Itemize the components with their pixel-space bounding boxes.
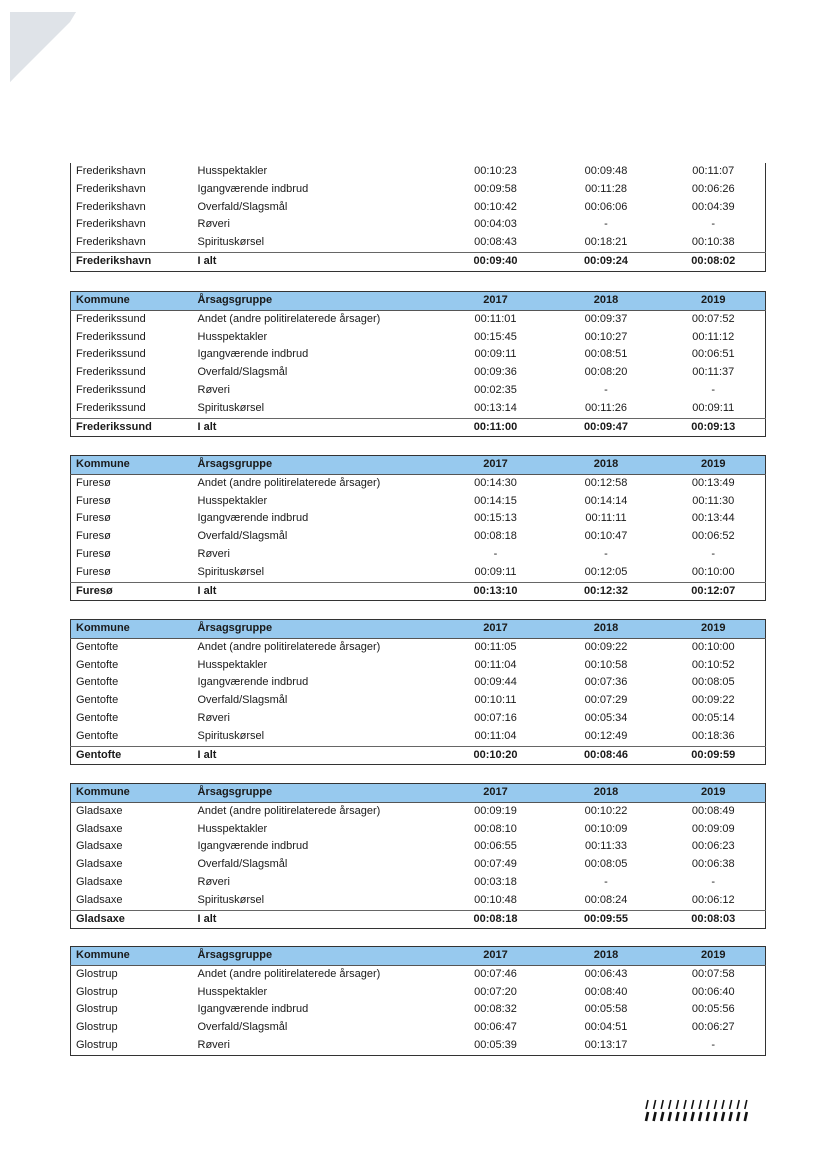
kommune-cell: Frederikshavn <box>76 236 146 249</box>
table-header-row <box>71 947 766 966</box>
value-2018-cell: - <box>604 547 608 560</box>
value-2017-cell: 00:15:13 <box>474 512 517 525</box>
kommune-cell: Frederikssund <box>76 348 146 361</box>
aarsagsgruppe-cell: I alt <box>193 418 441 437</box>
kommune-cell: Glostrup <box>76 985 118 998</box>
value-2018-cell: 00:10:09 <box>584 822 628 835</box>
value-2017-cell: 00:14:30 <box>474 476 517 489</box>
value-2018-cell: 00:09:24 <box>551 252 662 271</box>
value-2017-cell: 00:05:39 <box>474 1038 517 1051</box>
aarsagsgruppe-cell: Husspektakler <box>197 330 268 343</box>
aarsagsgruppe-cell: Andet (andre politirelaterede årsager) <box>197 804 381 817</box>
header-year-2017: 2017 <box>441 292 551 311</box>
aarsagsgruppe-cell: Andet (andre politirelaterede årsager) <box>197 967 381 980</box>
kommune-cell: Frederikshavn <box>76 200 146 213</box>
table-row <box>71 382 766 400</box>
aarsagsgruppe-cell: Overfald/Slagsmål <box>197 530 288 543</box>
value-2018-cell: 00:09:37 <box>584 312 628 325</box>
value-2018-cell: 00:08:20 <box>584 366 628 379</box>
table-header-row <box>71 456 766 475</box>
value-2018-cell: 00:09:47 <box>551 418 662 437</box>
kommune-cell: Gentofte <box>76 640 119 653</box>
value-2017-cell: 00:08:18 <box>474 530 517 543</box>
value-2017-cell: 00:09:36 <box>474 366 517 379</box>
table-row <box>71 474 766 492</box>
value-2017-cell: 00:10:42 <box>474 200 517 213</box>
header-year-2019: 2019 <box>662 292 766 311</box>
kommune-table <box>70 619 766 765</box>
aarsagsgruppe-cell: Spirituskørsel <box>197 401 265 414</box>
value-2018-cell: 00:13:17 <box>584 1038 628 1051</box>
table-row <box>71 802 766 820</box>
value-2017-cell: 00:11:01 <box>474 312 517 325</box>
value-2019-cell: 00:09:13 <box>662 418 766 437</box>
value-2018-cell: 00:10:47 <box>584 530 628 543</box>
kommune-cell: Glostrup <box>76 1021 118 1034</box>
value-2017-cell: 00:08:43 <box>474 236 517 249</box>
table-total-row <box>71 418 766 437</box>
aarsagsgruppe-cell: Andet (andre politirelaterede årsager) <box>197 476 381 489</box>
value-2018-cell: 00:08:40 <box>584 985 628 998</box>
value-2019-cell: 00:13:49 <box>691 476 735 489</box>
header-year-2018: 2018 <box>551 620 662 639</box>
table-row <box>71 821 766 839</box>
aarsagsgruppe-cell: Igangværende indbrud <box>197 840 309 853</box>
kommune-cell: Gentofte <box>71 746 193 765</box>
kommune-cell: Furesø <box>76 512 111 525</box>
value-2017-cell: 00:11:05 <box>474 640 517 653</box>
value-2018-cell: 00:11:33 <box>584 840 627 853</box>
table-row <box>71 564 766 582</box>
value-2018-cell: 00:04:51 <box>584 1021 628 1034</box>
value-2018-cell: 00:12:32 <box>551 582 662 601</box>
header-aarsagsgruppe: Årsagsgruppe <box>193 947 441 966</box>
aarsagsgruppe-cell: Overfald/Slagsmål <box>197 366 288 379</box>
value-2019-cell: 00:08:02 <box>662 252 766 271</box>
value-2018-cell: 00:10:58 <box>584 658 628 671</box>
value-2017-cell: 00:10:11 <box>474 694 517 707</box>
aarsagsgruppe-cell: Overfald/Slagsmål <box>197 1021 288 1034</box>
table-total-row <box>71 910 766 929</box>
value-2018-cell: - <box>604 383 608 396</box>
table-row <box>71 984 766 1002</box>
table-row <box>71 874 766 892</box>
aarsagsgruppe-cell: I alt <box>193 746 441 765</box>
kommune-cell: Gentofte <box>76 711 119 724</box>
value-2019-cell: 00:10:00 <box>691 640 735 653</box>
table-row <box>71 199 766 217</box>
aarsagsgruppe-cell: Overfald/Slagsmål <box>197 858 288 871</box>
kommune-cell: Frederikshavn <box>71 252 193 271</box>
value-2019-cell: 00:06:12 <box>691 893 735 906</box>
kommune-cell: Gentofte <box>76 694 119 707</box>
table-row <box>71 493 766 511</box>
header-year-2018: 2018 <box>551 292 662 311</box>
value-2018-cell: 00:12:49 <box>584 729 628 742</box>
value-2019-cell: 00:10:38 <box>691 236 735 249</box>
value-2019-cell: - <box>711 383 716 396</box>
header-aarsagsgruppe: Årsagsgruppe <box>193 456 441 475</box>
value-2018-cell: 00:08:05 <box>584 858 628 871</box>
value-2017-cell: 00:13:14 <box>474 401 517 414</box>
value-2018-cell: 00:18:21 <box>584 236 628 249</box>
value-2017-cell: 00:09:44 <box>474 676 517 689</box>
kommune-cell: Gentofte <box>76 658 119 671</box>
value-2019-cell: 00:06:38 <box>691 858 735 871</box>
kommune-cell: Gentofte <box>76 729 119 742</box>
header-kommune: Kommune <box>71 947 193 966</box>
value-2017-cell: 00:08:32 <box>474 1003 517 1016</box>
header-kommune: Kommune <box>71 456 193 475</box>
value-2018-cell: 00:08:24 <box>584 893 628 906</box>
table-row <box>71 892 766 910</box>
barcode-icon <box>642 1098 754 1122</box>
value-2018-cell: 00:06:43 <box>584 967 628 980</box>
value-2017-cell: 00:09:40 <box>441 252 551 271</box>
value-2017-cell: 00:11:04 <box>474 658 517 671</box>
aarsagsgruppe-cell: Røveri <box>197 1038 230 1051</box>
kommune-cell: Glostrup <box>76 1038 118 1051</box>
value-2017-cell: 00:10:48 <box>474 893 517 906</box>
value-2017-cell: 00:10:23 <box>474 165 517 177</box>
table-row <box>71 1001 766 1019</box>
table-row <box>71 400 766 418</box>
aarsagsgruppe-cell: Igangværende indbrud <box>197 348 309 361</box>
header-year-2017: 2017 <box>441 456 551 475</box>
table-row <box>71 1019 766 1037</box>
aarsagsgruppe-cell: Spirituskørsel <box>197 236 265 249</box>
value-2019-cell: 00:11:37 <box>692 366 735 379</box>
kommune-cell: Frederikssund <box>76 312 146 325</box>
value-2017-cell: - <box>493 547 498 560</box>
value-2019-cell: 00:06:23 <box>691 840 735 853</box>
kommune-cell: Frederikssund <box>76 401 146 414</box>
value-2019-cell: - <box>711 1038 716 1051</box>
value-2017-cell: 00:03:18 <box>474 875 517 888</box>
kommune-cell: Gentofte <box>76 676 119 689</box>
value-2019-cell: 00:06:51 <box>691 348 735 361</box>
aarsagsgruppe-cell: Igangværende indbrud <box>197 676 309 689</box>
aarsagsgruppe-cell: Røveri <box>197 875 230 888</box>
value-2017-cell: 00:06:55 <box>474 840 517 853</box>
table-row <box>71 692 766 710</box>
value-2018-cell: 00:09:48 <box>584 165 628 177</box>
value-2017-cell: 00:10:20 <box>441 746 551 765</box>
aarsagsgruppe-cell: Røveri <box>197 711 230 724</box>
header-year-2019: 2019 <box>662 620 766 639</box>
aarsagsgruppe-cell: Overfald/Slagsmål <box>197 200 288 213</box>
value-2018-cell: 00:08:51 <box>584 348 628 361</box>
kommune-cell: Gladsaxe <box>76 875 123 888</box>
table-row <box>71 674 766 692</box>
value-2019-cell: 00:06:52 <box>691 530 735 543</box>
value-2017-cell: 00:14:15 <box>474 494 517 507</box>
value-2017-cell: 00:11:04 <box>474 729 517 742</box>
table-row <box>71 510 766 528</box>
kommune-cell: Gladsaxe <box>76 804 123 817</box>
value-2019-cell: 00:04:39 <box>691 200 735 213</box>
kommune-cell: Frederikssund <box>71 418 193 437</box>
kommune-cell: Frederikssund <box>76 330 146 343</box>
value-2019-cell: 00:13:44 <box>691 512 735 525</box>
table-row <box>71 638 766 656</box>
table-header-row <box>71 292 766 311</box>
kommune-cell: Glostrup <box>76 1003 118 1016</box>
value-2019-cell: 00:08:03 <box>662 910 766 929</box>
value-2017-cell: 00:15:45 <box>474 330 517 343</box>
value-2017-cell: 00:13:10 <box>441 582 551 601</box>
kommune-cell: Gladsaxe <box>76 822 123 835</box>
value-2017-cell: 00:08:18 <box>441 910 551 929</box>
header-aarsagsgruppe: Årsagsgruppe <box>193 620 441 639</box>
value-2019-cell: 00:09:59 <box>662 746 766 765</box>
value-2018-cell: 00:07:29 <box>584 694 628 707</box>
value-2017-cell: 00:09:11 <box>474 565 517 578</box>
aarsagsgruppe-cell: Andet (andre politirelaterede årsager) <box>197 312 381 325</box>
table-header-row <box>71 620 766 639</box>
value-2018-cell: 00:14:14 <box>584 494 628 507</box>
value-2019-cell: 00:07:52 <box>691 312 735 325</box>
table-row <box>71 728 766 746</box>
table-header-row <box>71 784 766 803</box>
aarsagsgruppe-cell: Spirituskørsel <box>197 893 265 906</box>
value-2018-cell: 00:10:27 <box>584 330 628 343</box>
kommune-table <box>70 291 766 437</box>
aarsagsgruppe-cell: I alt <box>193 252 441 271</box>
value-2019-cell: - <box>711 218 716 231</box>
page-corner-fold-icon <box>10 12 76 82</box>
header-year-2017: 2017 <box>441 620 551 639</box>
value-2018-cell: 00:06:06 <box>584 200 628 213</box>
aarsagsgruppe-cell: Røveri <box>197 383 230 396</box>
header-year-2017: 2017 <box>441 947 551 966</box>
value-2017-cell: 00:09:19 <box>474 804 517 817</box>
kommune-cell: Glostrup <box>76 967 118 980</box>
table-total-row <box>71 252 766 271</box>
aarsagsgruppe-cell: Overfald/Slagsmål <box>197 694 288 707</box>
aarsagsgruppe-cell: Husspektakler <box>197 165 268 177</box>
value-2017-cell: 00:09:58 <box>474 182 517 195</box>
value-2019-cell: 00:06:26 <box>691 182 735 195</box>
value-2019-cell: 00:08:05 <box>691 676 735 689</box>
kommune-cell: Frederikshavn <box>76 182 146 195</box>
aarsagsgruppe-cell: Spirituskørsel <box>197 565 265 578</box>
value-2018-cell: 00:11:28 <box>584 182 627 195</box>
value-2018-cell: 00:10:22 <box>584 804 628 817</box>
table-row <box>71 965 766 983</box>
aarsagsgruppe-cell: Husspektakler <box>197 985 268 998</box>
kommune-cell: Furesø <box>76 494 111 507</box>
value-2017-cell: 00:07:49 <box>474 858 517 871</box>
value-2019-cell: 00:10:52 <box>691 658 735 671</box>
aarsagsgruppe-cell: Husspektakler <box>197 822 268 835</box>
value-2019-cell: 00:10:00 <box>691 565 735 578</box>
value-2019-cell: 00:05:14 <box>691 711 735 724</box>
value-2019-cell: 00:18:36 <box>691 729 735 742</box>
aarsagsgruppe-cell: Igangværende indbrud <box>197 1003 309 1016</box>
value-2018-cell: - <box>604 875 608 888</box>
kommune-cell: Gladsaxe <box>76 858 123 871</box>
header-aarsagsgruppe: Årsagsgruppe <box>193 292 441 311</box>
header-kommune: Kommune <box>71 620 193 639</box>
value-2018-cell: 00:09:55 <box>551 910 662 929</box>
kommune-table <box>70 783 766 929</box>
table-row <box>71 546 766 564</box>
value-2019-cell: 00:05:56 <box>691 1003 735 1016</box>
value-2019-cell: - <box>711 875 716 888</box>
value-2018-cell: 00:12:58 <box>584 476 628 489</box>
value-2018-cell: 00:11:11 <box>585 512 627 525</box>
kommune-cell: Gladsaxe <box>76 893 123 906</box>
value-2018-cell: 00:05:58 <box>584 1003 628 1016</box>
kommune-cell: Furesø <box>76 476 111 489</box>
value-2017-cell: 00:07:46 <box>474 967 517 980</box>
value-2017-cell: 00:09:11 <box>474 348 517 361</box>
aarsagsgruppe-cell: Igangværende indbrud <box>197 512 309 525</box>
header-year-2017: 2017 <box>441 784 551 803</box>
table-row <box>71 216 766 234</box>
header-year-2019: 2019 <box>662 784 766 803</box>
aarsagsgruppe-cell: I alt <box>193 910 441 929</box>
value-2019-cell: 00:06:27 <box>691 1021 735 1034</box>
value-2019-cell: 00:09:11 <box>692 401 735 414</box>
header-year-2018: 2018 <box>551 947 662 966</box>
value-2018-cell: 00:08:46 <box>551 746 662 765</box>
kommune-cell: Furesø <box>76 565 111 578</box>
kommune-cell: Frederikssund <box>76 366 146 379</box>
header-kommune: Kommune <box>71 784 193 803</box>
kommune-table <box>70 163 766 272</box>
aarsagsgruppe-cell: Andet (andre politirelaterede årsager) <box>197 640 381 653</box>
value-2017-cell: 00:07:16 <box>474 711 517 724</box>
aarsagsgruppe-cell: Husspektakler <box>197 494 268 507</box>
value-2019-cell: 00:09:09 <box>691 822 735 835</box>
kommune-table <box>70 455 766 601</box>
value-2019-cell: 00:11:07 <box>692 165 735 177</box>
kommune-cell: Frederikshavn <box>76 165 146 177</box>
value-2017-cell: 00:08:10 <box>474 822 517 835</box>
value-2018-cell: 00:11:26 <box>584 401 627 414</box>
table-row <box>71 838 766 856</box>
aarsagsgruppe-cell: I alt <box>193 582 441 601</box>
table-total-row <box>71 582 766 601</box>
value-2018-cell: 00:09:22 <box>584 640 628 653</box>
value-2017-cell: 00:02:35 <box>474 383 517 396</box>
value-2019-cell: 00:11:12 <box>692 330 735 343</box>
value-2019-cell: 00:09:22 <box>691 694 735 707</box>
kommune-cell: Furesø <box>76 547 111 560</box>
value-2019-cell: 00:12:07 <box>662 582 766 601</box>
aarsagsgruppe-cell: Husspektakler <box>197 658 268 671</box>
value-2017-cell: 00:11:00 <box>441 418 551 437</box>
header-kommune: Kommune <box>71 292 193 311</box>
table-row <box>71 181 766 199</box>
kommune-cell: Furesø <box>71 582 193 601</box>
value-2017-cell: 00:06:47 <box>474 1021 517 1034</box>
value-2019-cell: - <box>711 547 716 560</box>
header-year-2019: 2019 <box>662 947 766 966</box>
table-row <box>71 710 766 728</box>
value-2018-cell: - <box>604 218 608 231</box>
table-row <box>71 1037 766 1055</box>
value-2019-cell: 00:07:58 <box>691 967 735 980</box>
value-2017-cell: 00:07:20 <box>474 985 517 998</box>
value-2017-cell: 00:04:03 <box>474 218 517 231</box>
table-row <box>71 657 766 675</box>
header-year-2018: 2018 <box>551 784 662 803</box>
table-row <box>71 346 766 364</box>
aarsagsgruppe-cell: Røveri <box>197 547 230 560</box>
value-2019-cell: 00:06:40 <box>691 985 735 998</box>
kommune-cell: Frederikshavn <box>76 218 146 231</box>
value-2019-cell: 00:08:49 <box>691 804 735 817</box>
aarsagsgruppe-cell: Røveri <box>197 218 230 231</box>
table-row <box>71 364 766 382</box>
aarsagsgruppe-cell: Igangværende indbrud <box>197 182 309 195</box>
table-total-row <box>71 746 766 765</box>
table-row <box>71 234 766 252</box>
header-year-2019: 2019 <box>662 456 766 475</box>
aarsagsgruppe-cell: Spirituskørsel <box>197 729 265 742</box>
kommune-cell: Frederikssund <box>76 383 146 396</box>
header-aarsagsgruppe: Årsagsgruppe <box>193 784 441 803</box>
header-year-2018: 2018 <box>551 456 662 475</box>
table-row <box>71 163 766 181</box>
kommune-cell: Gladsaxe <box>76 840 123 853</box>
table-row <box>71 310 766 328</box>
kommune-table <box>70 946 766 1056</box>
table-row <box>71 856 766 874</box>
kommune-cell: Furesø <box>76 530 111 543</box>
table-row <box>71 329 766 347</box>
value-2019-cell: 00:11:30 <box>692 494 735 507</box>
value-2018-cell: 00:05:34 <box>584 711 628 724</box>
kommune-cell: Gladsaxe <box>71 910 193 929</box>
table-row <box>71 528 766 546</box>
value-2018-cell: 00:12:05 <box>584 565 628 578</box>
value-2018-cell: 00:07:36 <box>584 676 628 689</box>
